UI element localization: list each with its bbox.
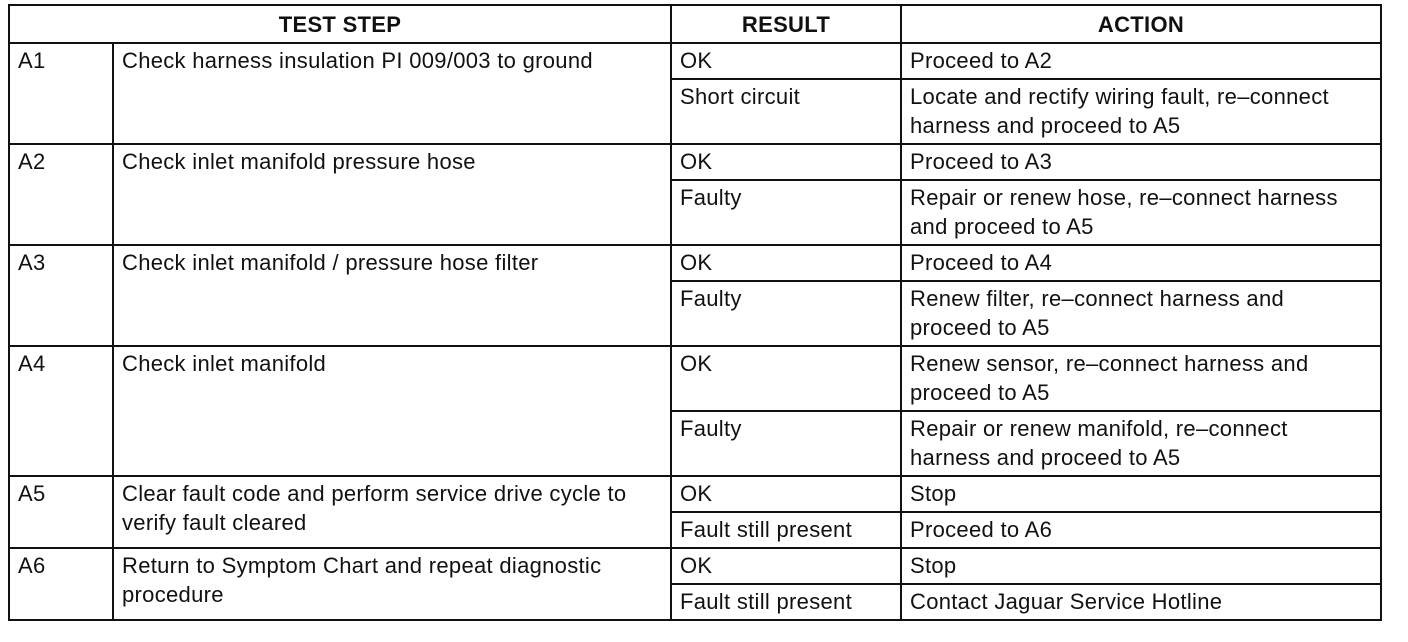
result-cell: Faulty	[671, 180, 901, 245]
table-row	[9, 346, 1381, 411]
header-result: RESULT	[671, 5, 901, 43]
result-cell: Fault still present	[671, 512, 901, 548]
step-description: Return to Symptom Chart and repeat diagnostic procedure	[113, 548, 671, 620]
action-cell: Proceed to A2	[901, 43, 1381, 79]
action-cell: Contact Jaguar Service Hotline	[901, 584, 1381, 620]
step-description: Check inlet manifold	[113, 346, 671, 476]
table-row	[9, 476, 1381, 512]
diagnostic-table	[8, 4, 1382, 621]
header-row	[9, 5, 1381, 43]
action-cell: Stop	[901, 548, 1381, 584]
step-id: A5	[9, 476, 113, 548]
table-row	[9, 43, 1381, 79]
result-cell: OK	[671, 346, 901, 411]
step-description: Check inlet manifold / pressure hose filter	[113, 245, 671, 346]
action-cell: Repair or renew manifold, re–connect harness and proceed to A5	[901, 411, 1381, 476]
step-description: Check inlet manifold pressure hose	[113, 144, 671, 245]
action-cell: Renew sensor, re–connect harness and proceed to A5	[901, 346, 1381, 411]
result-cell: OK	[671, 548, 901, 584]
table-row	[9, 548, 1381, 584]
header-test-step: TEST STEP	[9, 5, 671, 43]
step-id: A4	[9, 346, 113, 476]
result-cell: OK	[671, 476, 901, 512]
action-cell: Repair or renew hose, re–connect harness and proceed to A5	[901, 180, 1381, 245]
step-description: Clear fault code and perform service drive cycle to verify fault cleared	[113, 476, 671, 548]
table-row	[9, 144, 1381, 180]
action-cell: Locate and rectify wiring fault, re–connect harness and proceed to A5	[901, 79, 1381, 144]
step-id: A3	[9, 245, 113, 346]
result-cell: Faulty	[671, 411, 901, 476]
step-id: A1	[9, 43, 113, 144]
step-description: Check harness insulation PI 009/003 to ground	[113, 43, 671, 144]
action-cell: Renew filter, re–connect harness and proceed to A5	[901, 281, 1381, 346]
result-cell: OK	[671, 144, 901, 180]
result-cell: Faulty	[671, 281, 901, 346]
result-cell: Short circuit	[671, 79, 901, 144]
header-action: ACTION	[901, 5, 1381, 43]
result-cell: Fault still present	[671, 584, 901, 620]
action-cell: Proceed to A6	[901, 512, 1381, 548]
table-row	[9, 245, 1381, 281]
result-cell: OK	[671, 245, 901, 281]
action-cell: Proceed to A4	[901, 245, 1381, 281]
action-cell: Stop	[901, 476, 1381, 512]
action-cell: Proceed to A3	[901, 144, 1381, 180]
result-cell: OK	[671, 43, 901, 79]
step-id: A6	[9, 548, 113, 620]
step-id: A2	[9, 144, 113, 245]
